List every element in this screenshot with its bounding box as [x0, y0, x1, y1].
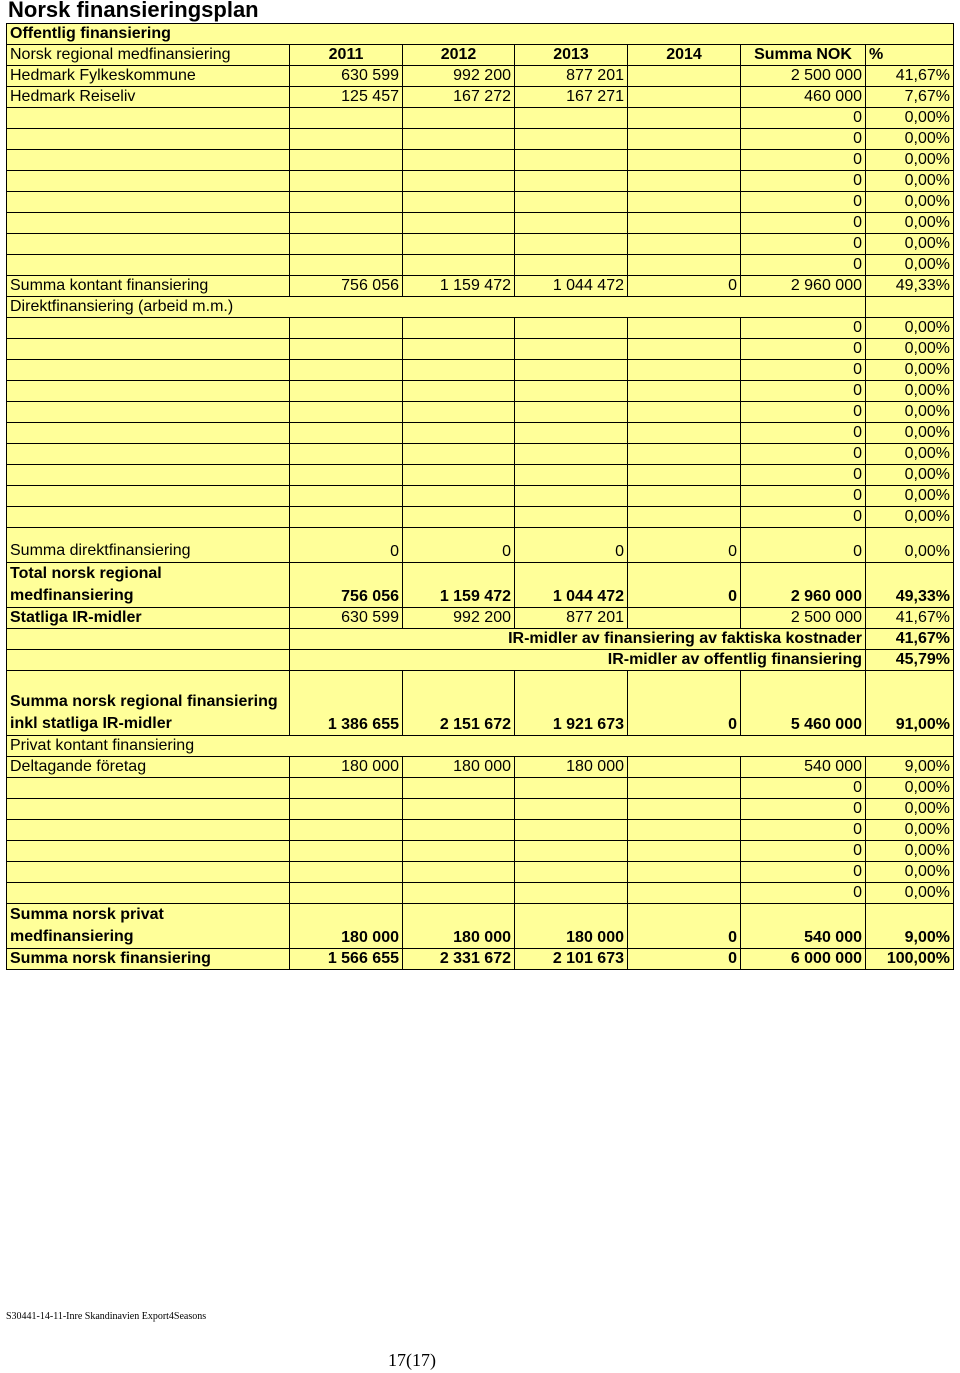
row-label: Summa direktfinansiering: [7, 528, 290, 563]
cell-y2012: 167 272: [403, 87, 515, 108]
cell-y2012: 2 331 672: [403, 949, 515, 970]
cell-y2013: 2 101 673: [515, 949, 628, 970]
cell-y2011: [290, 171, 403, 192]
table-row: [7, 883, 954, 904]
header-y2011: 2011: [290, 45, 403, 66]
cell-sum: 0: [741, 402, 866, 423]
cell-y2013: 1 921 673: [515, 671, 628, 736]
summa-privat-row: [7, 904, 954, 949]
empty-cell: [403, 465, 515, 486]
empty-cell: [628, 318, 741, 339]
cell-sum: 6 000 000: [741, 949, 866, 970]
row-label: Deltagande företag: [7, 757, 290, 778]
table-row: [7, 820, 954, 841]
cell-sum: 0: [741, 799, 866, 820]
cell-y2014: [628, 129, 741, 150]
cell-pct: 0,00%: [866, 339, 954, 360]
cell-y2014: [628, 87, 741, 108]
cell-y2014: [628, 255, 741, 276]
row-label: Summa norsk finansiering: [7, 949, 290, 970]
row-label: Summa norsk regional finansiering inkl statliga IR-midler: [7, 671, 290, 736]
cell-pct: 0,00%: [866, 255, 954, 276]
cell-y2012: [403, 234, 515, 255]
cell-y2012: [403, 192, 515, 213]
empty-cell: [403, 507, 515, 528]
table-row: [7, 486, 954, 507]
document-footer: S30441-14-11-Inre Skandinavien Export4Seasons: [6, 1311, 207, 1322]
section-title: Offentlig finansiering: [7, 24, 954, 45]
empty-cell: [403, 486, 515, 507]
row-label: [7, 820, 290, 841]
row-label: [7, 799, 290, 820]
cell-y2012: [403, 841, 515, 862]
cell-pct: 0,00%: [866, 820, 954, 841]
cell-pct: 0,00%: [866, 528, 954, 563]
cell-y2013: [515, 213, 628, 234]
empty-cell: [628, 360, 741, 381]
row-label: [7, 778, 290, 799]
table-row: [7, 255, 954, 276]
cell-y2012: [403, 799, 515, 820]
cell-y2013: 877 201: [515, 608, 628, 629]
cell-pct: 0,00%: [866, 402, 954, 423]
empty-cell: [515, 423, 628, 444]
cell-y2014: [628, 108, 741, 129]
cell-y2013: 0: [515, 528, 628, 563]
empty-cell: [628, 402, 741, 423]
row-label: [7, 129, 290, 150]
row-label: Summa norsk privat medfinansiering: [7, 904, 290, 949]
cell-sum: 0: [741, 778, 866, 799]
cell-sum: 2 960 000: [741, 276, 866, 297]
cell-y2013: 877 201: [515, 66, 628, 87]
cell-y2012: 992 200: [403, 66, 515, 87]
empty-cell: [290, 423, 403, 444]
ir-label: IR-midler av offentlig finansiering: [290, 650, 866, 671]
cell-sum: 0: [741, 108, 866, 129]
summa-kontant-row: [7, 276, 954, 297]
cell-pct: 9,00%: [866, 904, 954, 949]
empty-cell: [290, 507, 403, 528]
empty-cell: [403, 444, 515, 465]
cell-sum: 0: [741, 318, 866, 339]
cell-pct: 7,67%: [866, 87, 954, 108]
summa-inkl-ir-row: [7, 671, 954, 736]
cell-pct: 0,00%: [866, 381, 954, 402]
cell-y2011: 630 599: [290, 66, 403, 87]
table-row: [7, 108, 954, 129]
row-label: [7, 883, 290, 904]
cell-y2014: 0: [628, 563, 741, 608]
empty-cell: [403, 339, 515, 360]
cell-y2011: [290, 255, 403, 276]
table-row: [7, 213, 954, 234]
cell-pct: 0,00%: [866, 192, 954, 213]
cell-pct: 49,33%: [866, 276, 954, 297]
cell-y2011: [290, 778, 403, 799]
cell-sum: 0: [741, 486, 866, 507]
row-label: [7, 255, 290, 276]
cell-sum: 0: [741, 192, 866, 213]
cell-sum: 460 000: [741, 87, 866, 108]
row-label: [7, 192, 290, 213]
cell-pct: 0,00%: [866, 799, 954, 820]
empty-cell: [290, 360, 403, 381]
cell-y2011: [290, 192, 403, 213]
empty-cell: [290, 318, 403, 339]
table-row: [7, 150, 954, 171]
cell-pct: 0,00%: [866, 841, 954, 862]
empty-cell: [290, 486, 403, 507]
header-y2013: 2013: [515, 45, 628, 66]
cell-y2014: [628, 150, 741, 171]
cell-y2013: [515, 841, 628, 862]
cell-sum: 0: [741, 150, 866, 171]
table-row: [7, 171, 954, 192]
cell-y2011: [290, 862, 403, 883]
cell-y2014: 0: [628, 671, 741, 736]
empty-cell: [515, 381, 628, 402]
section-offentlig: [7, 24, 954, 45]
empty-cell: [7, 423, 290, 444]
cell-y2012: [403, 108, 515, 129]
cell-y2014: [628, 234, 741, 255]
table-row: [7, 757, 954, 778]
row-label: Total norsk regional medfinansiering: [7, 563, 290, 608]
cell-y2012: 1 159 472: [403, 276, 515, 297]
cell-y2013: [515, 108, 628, 129]
cell-y2014: 0: [628, 276, 741, 297]
cell-y2012: [403, 778, 515, 799]
row-label: [7, 234, 290, 255]
empty-cell: [7, 339, 290, 360]
empty-cell: [628, 381, 741, 402]
empty-cell: [866, 297, 954, 318]
row-label: Hedmark Reiseliv: [7, 87, 290, 108]
cell-pct: 0,00%: [866, 150, 954, 171]
header-pct: %: [866, 45, 954, 66]
header-sum: Summa NOK: [741, 45, 866, 66]
empty-cell: [515, 486, 628, 507]
cell-y2011: [290, 841, 403, 862]
table-row: [7, 339, 954, 360]
cell-y2011: 125 457: [290, 87, 403, 108]
cell-y2011: [290, 234, 403, 255]
cell-y2011: 0: [290, 528, 403, 563]
cell-pct: 0,00%: [866, 108, 954, 129]
row-label: [7, 150, 290, 171]
cell-y2014: [628, 757, 741, 778]
cell-y2013: [515, 171, 628, 192]
cell-y2011: [290, 799, 403, 820]
cell-sum: 0: [741, 528, 866, 563]
cell-pct: 49,33%: [866, 563, 954, 608]
cell-y2013: [515, 778, 628, 799]
cell-y2013: [515, 150, 628, 171]
empty-cell: [515, 465, 628, 486]
empty-cell: [515, 402, 628, 423]
section-title: Direktfinansiering (arbeid m.m.): [7, 297, 866, 318]
empty-cell: [628, 423, 741, 444]
cell-y2012: 2 151 672: [403, 671, 515, 736]
total-regional-row: [7, 563, 954, 608]
table-row: [7, 87, 954, 108]
cell-pct: 0,00%: [866, 129, 954, 150]
header-y2012: 2012: [403, 45, 515, 66]
row-label: Summa kontant finansiering: [7, 276, 290, 297]
empty-cell: [7, 650, 290, 671]
table-row: [7, 465, 954, 486]
cell-pct: 0,00%: [866, 423, 954, 444]
empty-cell: [628, 339, 741, 360]
table-row: [7, 862, 954, 883]
cell-y2012: [403, 255, 515, 276]
cell-sum: 0: [741, 213, 866, 234]
row-label: [7, 862, 290, 883]
statliga-row: [7, 608, 954, 629]
table-row: [7, 402, 954, 423]
cell-y2013: [515, 234, 628, 255]
cell-pct: 9,00%: [866, 757, 954, 778]
cell-sum: 0: [741, 423, 866, 444]
cell-sum: 2 500 000: [741, 66, 866, 87]
cell-sum: 0: [741, 234, 866, 255]
row-label: [7, 213, 290, 234]
cell-sum: 0: [741, 444, 866, 465]
cell-sum: 0: [741, 255, 866, 276]
empty-cell: [403, 318, 515, 339]
row-label: [7, 841, 290, 862]
cell-sum: 0: [741, 339, 866, 360]
table-row: [7, 129, 954, 150]
table-row: [7, 381, 954, 402]
empty-cell: [290, 381, 403, 402]
cell-y2011: [290, 129, 403, 150]
ir-faktiska-row: [7, 629, 954, 650]
privat-header-row: [7, 736, 954, 757]
cell-y2011: 756 056: [290, 276, 403, 297]
empty-cell: [290, 465, 403, 486]
cell-sum: 0: [741, 883, 866, 904]
empty-cell: [628, 465, 741, 486]
cell-y2011: 1 386 655: [290, 671, 403, 736]
page-number: 17(17): [388, 1350, 436, 1370]
cell-y2014: [628, 883, 741, 904]
ir-offentlig-row: [7, 650, 954, 671]
empty-cell: [515, 360, 628, 381]
cell-y2014: 0: [628, 949, 741, 970]
table-row: [7, 192, 954, 213]
cell-y2012: [403, 213, 515, 234]
table-row: [7, 444, 954, 465]
empty-cell: [628, 507, 741, 528]
cell-y2014: [628, 820, 741, 841]
empty-cell: [7, 507, 290, 528]
cell-sum: 0: [741, 862, 866, 883]
empty-cell: [290, 339, 403, 360]
table-row: [7, 841, 954, 862]
cell-pct: 41,67%: [866, 629, 954, 650]
cell-y2014: [628, 841, 741, 862]
empty-cell: [403, 381, 515, 402]
cell-y2014: [628, 608, 741, 629]
cell-sum: 0: [741, 465, 866, 486]
cell-pct: 0,00%: [866, 171, 954, 192]
cell-y2011: 630 599: [290, 608, 403, 629]
table-row: [7, 360, 954, 381]
empty-cell: [7, 318, 290, 339]
cell-sum: 2 960 000: [741, 563, 866, 608]
cell-pct: 41,67%: [866, 608, 954, 629]
empty-cell: [7, 381, 290, 402]
cell-y2011: 1 566 655: [290, 949, 403, 970]
row-label: [7, 171, 290, 192]
cell-y2013: [515, 862, 628, 883]
summa-direkt-row: [7, 528, 954, 563]
cell-y2012: 0: [403, 528, 515, 563]
cell-y2012: [403, 883, 515, 904]
financing-table: [6, 23, 954, 970]
cell-y2014: [628, 213, 741, 234]
empty-cell: [403, 360, 515, 381]
empty-cell: [515, 339, 628, 360]
cell-sum: 0: [741, 841, 866, 862]
cell-y2011: 756 056: [290, 563, 403, 608]
cell-y2012: 180 000: [403, 904, 515, 949]
cell-y2013: [515, 192, 628, 213]
cell-y2011: [290, 820, 403, 841]
empty-cell: [7, 465, 290, 486]
empty-cell: [7, 444, 290, 465]
summa-total-row: [7, 949, 954, 970]
cell-sum: 5 460 000: [741, 671, 866, 736]
cell-pct: 0,00%: [866, 778, 954, 799]
cell-sum: 540 000: [741, 904, 866, 949]
ir-label: IR-midler av finansiering av faktiska kostnader: [290, 629, 866, 650]
cell-y2014: [628, 799, 741, 820]
cell-pct: 100,00%: [866, 949, 954, 970]
header-y2014: 2014: [628, 45, 741, 66]
cell-y2014: [628, 862, 741, 883]
cell-y2012: 992 200: [403, 608, 515, 629]
table-row: [7, 423, 954, 444]
section-title: Privat kontant finansiering: [7, 736, 954, 757]
cell-y2011: [290, 213, 403, 234]
row-label: Statliga IR-midler: [7, 608, 290, 629]
row-label: [7, 108, 290, 129]
cell-y2013: [515, 883, 628, 904]
cell-sum: 0: [741, 360, 866, 381]
table-row: [7, 318, 954, 339]
cell-pct: 0,00%: [866, 486, 954, 507]
cell-sum: 0: [741, 129, 866, 150]
cell-y2013: [515, 799, 628, 820]
cell-y2012: [403, 862, 515, 883]
cell-y2011: [290, 150, 403, 171]
cell-sum: 0: [741, 381, 866, 402]
cell-y2013: 180 000: [515, 904, 628, 949]
direkt-header-row: [7, 297, 954, 318]
cell-sum: 0: [741, 171, 866, 192]
empty-cell: [290, 444, 403, 465]
cell-pct: 0,00%: [866, 444, 954, 465]
table-row: [7, 234, 954, 255]
empty-cell: [7, 486, 290, 507]
cell-y2012: 180 000: [403, 757, 515, 778]
cell-y2014: [628, 778, 741, 799]
cell-pct: 0,00%: [866, 360, 954, 381]
cell-y2014: [628, 66, 741, 87]
cell-y2014: 0: [628, 904, 741, 949]
cell-y2012: [403, 129, 515, 150]
table-row: [7, 507, 954, 528]
empty-cell: [290, 402, 403, 423]
empty-cell: [515, 318, 628, 339]
cell-y2011: 180 000: [290, 757, 403, 778]
cell-sum: 2 500 000: [741, 608, 866, 629]
cell-y2011: [290, 883, 403, 904]
cell-y2013: [515, 820, 628, 841]
cell-y2012: 1 159 472: [403, 563, 515, 608]
cell-y2011: 180 000: [290, 904, 403, 949]
empty-cell: [7, 402, 290, 423]
cell-y2013: 167 271: [515, 87, 628, 108]
empty-cell: [7, 360, 290, 381]
cell-pct: 0,00%: [866, 465, 954, 486]
cell-y2013: [515, 129, 628, 150]
row-label: Hedmark Fylkeskommune: [7, 66, 290, 87]
cell-y2014: 0: [628, 528, 741, 563]
cell-y2012: [403, 820, 515, 841]
cell-sum: 0: [741, 820, 866, 841]
cell-pct: 91,00%: [866, 671, 954, 736]
cell-pct: 0,00%: [866, 883, 954, 904]
cell-pct: 45,79%: [866, 650, 954, 671]
header-row: [7, 45, 954, 66]
cell-y2011: [290, 108, 403, 129]
cell-pct: 0,00%: [866, 213, 954, 234]
cell-y2014: [628, 192, 741, 213]
cell-y2013: [515, 255, 628, 276]
cell-y2012: [403, 171, 515, 192]
cell-pct: 0,00%: [866, 234, 954, 255]
empty-cell: [515, 507, 628, 528]
cell-y2014: [628, 171, 741, 192]
empty-cell: [628, 486, 741, 507]
empty-cell: [515, 444, 628, 465]
empty-cell: [403, 402, 515, 423]
empty-cell: [7, 629, 290, 650]
empty-cell: [403, 423, 515, 444]
cell-y2013: 1 044 472: [515, 276, 628, 297]
cell-sum: 540 000: [741, 757, 866, 778]
table-row: [7, 799, 954, 820]
table-row: [7, 778, 954, 799]
cell-y2013: 1 044 472: [515, 563, 628, 608]
table-row: [7, 66, 954, 87]
cell-y2012: [403, 150, 515, 171]
header-label: Norsk regional medfinansiering: [7, 45, 290, 66]
cell-sum: 0: [741, 507, 866, 528]
cell-pct: 41,67%: [866, 66, 954, 87]
cell-pct: 0,00%: [866, 862, 954, 883]
cell-y2013: 180 000: [515, 757, 628, 778]
cell-pct: 0,00%: [866, 318, 954, 339]
empty-cell: [628, 444, 741, 465]
cell-pct: 0,00%: [866, 507, 954, 528]
page-title: Norsk finansieringsplan: [8, 0, 259, 22]
